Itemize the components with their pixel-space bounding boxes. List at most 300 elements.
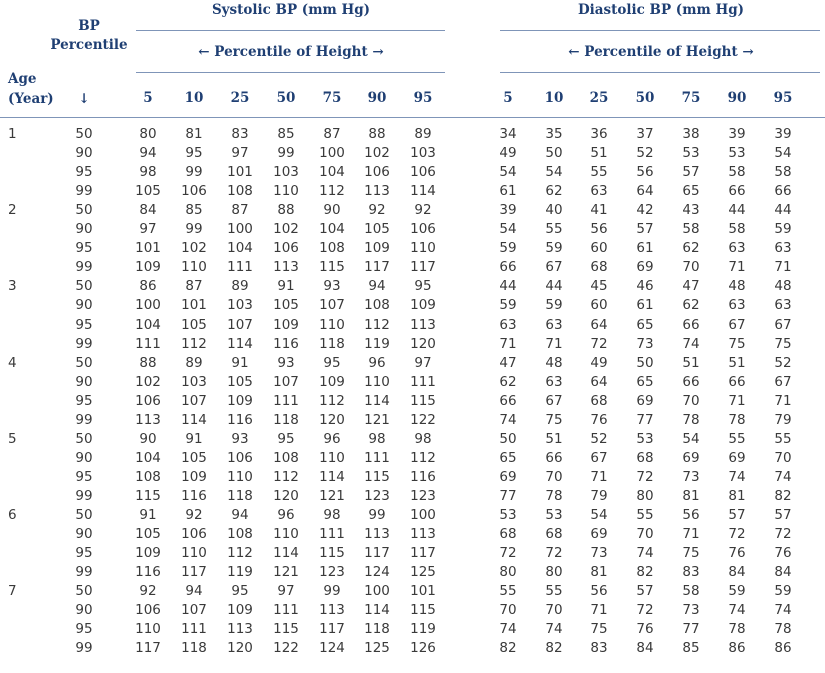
systolic-cell: 126 <box>410 640 436 657</box>
systolic-cell: 110 <box>273 526 299 543</box>
systolic-cell: 100 <box>227 221 253 238</box>
diastolic-cell: 72 <box>545 545 563 562</box>
systolic-cell: 98 <box>139 164 157 181</box>
diastolic-cell: 47 <box>682 278 700 295</box>
systolic-cell: 103 <box>273 164 299 181</box>
systolic-cell: 110 <box>181 259 207 276</box>
systolic-cell: 91 <box>139 507 157 523</box>
bp-percentile-cell: 99 <box>75 183 93 200</box>
diastolic-cell: 71 <box>499 335 517 352</box>
diastolic-cell: 71 <box>728 392 746 409</box>
diastolic-cell: 72 <box>499 545 517 562</box>
diastolic-cell: 44 <box>545 278 563 295</box>
systolic-cell: 115 <box>410 602 436 619</box>
systolic-cell: 107 <box>227 316 253 333</box>
diastolic-cell: 54 <box>499 164 517 181</box>
diastolic-cell: 69 <box>499 468 517 485</box>
bp-percentile-cell: 95 <box>75 316 93 333</box>
diastolic-cell: 65 <box>682 183 700 200</box>
diastolic-cell: 49 <box>499 145 517 162</box>
systolic-cell: 122 <box>410 411 436 428</box>
systolic-cell: 114 <box>364 602 390 619</box>
systolic-cell: 116 <box>181 487 207 504</box>
diastolic-cell: 74 <box>728 468 746 485</box>
systolic-cell: 116 <box>273 335 299 352</box>
systolic-cell: 98 <box>414 430 432 447</box>
systolic-cell: 103 <box>410 145 436 162</box>
bp-percentile-cell: 95 <box>75 164 93 181</box>
diastolic-cell: 52 <box>590 430 608 447</box>
systolic-cell: 95 <box>414 278 432 295</box>
systolic-cell: 102 <box>273 221 299 238</box>
diastolic-cell: 61 <box>499 183 517 200</box>
diastolic-cell: 63 <box>774 297 792 314</box>
diastolic-cell: 82 <box>545 640 563 657</box>
systolic-cell: 120 <box>273 487 299 504</box>
diastolic-cell: 69 <box>590 526 608 543</box>
systolic-cell: 106 <box>135 392 161 409</box>
age-cell: 6 <box>8 507 17 523</box>
diastolic-cell: 57 <box>774 507 792 523</box>
bp-percentile-cell: 90 <box>75 602 93 619</box>
systolic-cell: 97 <box>277 583 295 600</box>
systolic-cell: 95 <box>185 145 203 162</box>
systolic-cell: 117 <box>181 564 207 581</box>
diastolic-cell: 48 <box>774 278 792 295</box>
systolic-cell: 111 <box>273 602 299 619</box>
systolic-cell: 108 <box>227 183 253 200</box>
systolic-cell: 109 <box>227 392 253 409</box>
diastolic-cell: 39 <box>774 126 792 142</box>
diastolic-cell: 55 <box>774 430 792 447</box>
diastolic-cell: 66 <box>728 373 746 390</box>
age-cell: 3 <box>8 278 17 295</box>
diastolic-cell: 73 <box>682 468 700 485</box>
systolic-cell: 85 <box>277 126 295 142</box>
systolic-cell: 125 <box>410 564 436 581</box>
diastolic-cell: 50 <box>545 145 563 162</box>
systolic-cell: 106 <box>273 240 299 257</box>
systolic-cell: 105 <box>135 526 161 543</box>
diastolic-cell: 58 <box>682 583 700 600</box>
diastolic-cell: 51 <box>728 354 746 371</box>
systolic-cell: 122 <box>273 640 299 657</box>
systolic-cell: 104 <box>227 240 253 257</box>
diastolic-cell: 68 <box>590 392 608 409</box>
systolic-cell: 105 <box>273 297 299 314</box>
diastolic-cell: 82 <box>774 487 792 504</box>
diastolic-cell: 66 <box>499 259 517 276</box>
diastolic-cell: 66 <box>682 316 700 333</box>
diastolic-cell: 70 <box>545 602 563 619</box>
diastolic-cell: 56 <box>590 221 608 238</box>
systolic-cell: 115 <box>410 392 436 409</box>
systolic-cell: 101 <box>135 240 161 257</box>
diastolic-cell: 54 <box>499 221 517 238</box>
sys-height-pct-10: 10 <box>184 90 204 106</box>
systolic-cell: 104 <box>135 316 161 333</box>
diastolic-cell: 63 <box>728 240 746 257</box>
dia-height-pct-10: 10 <box>544 90 564 106</box>
systolic-cell: 108 <box>135 468 161 485</box>
systolic-cell: 114 <box>227 335 253 352</box>
diastolic-cell: 52 <box>774 354 792 371</box>
diastolic-cell: 40 <box>545 202 563 219</box>
diastolic-cell: 53 <box>636 430 654 447</box>
systolic-cell: 124 <box>364 564 390 581</box>
sys-height-pct-5: 5 <box>143 90 153 106</box>
systolic-cell: 108 <box>273 449 299 466</box>
systolic-cell: 90 <box>139 430 157 447</box>
diastolic-cell: 69 <box>682 449 700 466</box>
systolic-cell: 111 <box>364 449 390 466</box>
diastolic-cell: 55 <box>545 583 563 600</box>
systolic-cell: 99 <box>277 145 295 162</box>
diastolic-cell: 73 <box>682 602 700 619</box>
dia-height-pct-95: 95 <box>773 90 793 106</box>
bp-percentile-cell: 99 <box>75 411 93 428</box>
systolic-cell: 106 <box>227 449 253 466</box>
diastolic-cell: 51 <box>590 145 608 162</box>
diastolic-cell: 80 <box>545 564 563 581</box>
diastolic-cell: 74 <box>499 621 517 638</box>
systolic-cell: 110 <box>135 621 161 638</box>
systolic-cell: 102 <box>135 373 161 390</box>
bp-percentile-cell: 99 <box>75 487 93 504</box>
systolic-cell: 91 <box>231 354 249 371</box>
diastolic-cell: 53 <box>728 145 746 162</box>
diastolic-cell: 55 <box>545 221 563 238</box>
bp-percentile-header-line1: BP <box>78 18 100 34</box>
diastolic-cell: 56 <box>682 507 700 523</box>
systolic-cell: 113 <box>135 411 161 428</box>
systolic-cell: 119 <box>410 621 436 638</box>
systolic-cell: 110 <box>273 183 299 200</box>
diastolic-cell: 78 <box>728 621 746 638</box>
systolic-cell: 109 <box>364 240 390 257</box>
diastolic-cell: 77 <box>682 621 700 638</box>
diastolic-cell: 51 <box>682 354 700 371</box>
diastolic-cell: 78 <box>774 621 792 638</box>
systolic-cell: 114 <box>181 411 207 428</box>
systolic-cell: 97 <box>231 145 249 162</box>
systolic-cell: 110 <box>364 373 390 390</box>
diastolic-cell: 70 <box>545 468 563 485</box>
systolic-cell: 113 <box>410 316 436 333</box>
systolic-cell: 107 <box>319 297 345 314</box>
diastolic-cell: 53 <box>682 145 700 162</box>
systolic-cell: 105 <box>364 221 390 238</box>
diastolic-cell: 72 <box>636 468 654 485</box>
systolic-cell: 94 <box>185 583 203 600</box>
bp-percentile-cell: 90 <box>75 449 93 466</box>
systolic-cell: 92 <box>414 202 432 219</box>
systolic-cell: 95 <box>323 354 341 371</box>
systolic-cell: 89 <box>414 126 432 142</box>
diastolic-cell: 59 <box>499 297 517 314</box>
diastolic-cell: 84 <box>728 564 746 581</box>
systolic-cell: 95 <box>231 583 249 600</box>
dia-height-pct-75: 75 <box>681 90 701 106</box>
diastolic-cell: 63 <box>545 316 563 333</box>
diastolic-cell: 58 <box>728 164 746 181</box>
systolic-cell: 112 <box>319 392 345 409</box>
diastolic-cell: 53 <box>545 507 563 523</box>
diastolic-cell: 58 <box>728 221 746 238</box>
diastolic-cell: 55 <box>728 430 746 447</box>
systolic-cell: 111 <box>135 335 161 352</box>
diastolic-cell: 67 <box>590 449 608 466</box>
systolic-cell: 118 <box>181 640 207 657</box>
diastolic-cell: 44 <box>499 278 517 295</box>
systolic-cell: 120 <box>410 335 436 352</box>
diastolic-cell: 73 <box>636 335 654 352</box>
systolic-cell: 85 <box>185 202 203 219</box>
systolic-cell: 99 <box>185 221 203 238</box>
diastolic-cell: 76 <box>636 621 654 638</box>
diastolic-cell: 63 <box>499 316 517 333</box>
diastolic-cell: 80 <box>636 487 654 504</box>
diastolic-cell: 55 <box>590 164 608 181</box>
systolic-cell: 103 <box>227 297 253 314</box>
age-cell: 2 <box>8 202 17 219</box>
systolic-cell: 99 <box>368 507 386 523</box>
systolic-cell: 108 <box>319 240 345 257</box>
diastolic-cell: 74 <box>728 602 746 619</box>
systolic-cell: 125 <box>364 640 390 657</box>
diastolic-cell: 70 <box>682 392 700 409</box>
diastolic-cell: 71 <box>590 602 608 619</box>
systolic-cell: 114 <box>319 468 345 485</box>
bp-percentile-cell: 99 <box>75 564 93 581</box>
systolic-cell: 111 <box>410 373 436 390</box>
dia-height-pct-5: 5 <box>503 90 513 106</box>
diastolic-cell: 61 <box>636 240 654 257</box>
systolic-cell: 120 <box>319 411 345 428</box>
bp-percentile-cell: 95 <box>75 545 93 562</box>
systolic-cell: 124 <box>319 640 345 657</box>
systolic-cell: 114 <box>410 183 436 200</box>
bp-percentile-cell: 99 <box>75 335 93 352</box>
systolic-cell: 100 <box>364 583 390 600</box>
diastolic-cell: 39 <box>499 202 517 219</box>
bp-percentile-cell: 95 <box>75 468 93 485</box>
age-cell: 5 <box>8 430 17 447</box>
bp-percentile-cell: 95 <box>75 240 93 257</box>
diastolic-cell: 49 <box>590 354 608 371</box>
systolic-cell: 111 <box>227 259 253 276</box>
diastolic-cell: 76 <box>774 545 792 562</box>
systolic-cell: 107 <box>181 392 207 409</box>
diastolic-cell: 72 <box>774 526 792 543</box>
age-cell: 1 <box>8 126 17 142</box>
systolic-cell: 110 <box>181 545 207 562</box>
diastolic-cell: 47 <box>499 354 517 371</box>
diastolic-cell: 72 <box>728 526 746 543</box>
diastolic-cell: 63 <box>728 297 746 314</box>
diastolic-cell: 79 <box>590 487 608 504</box>
systolic-cell: 98 <box>368 430 386 447</box>
diastolic-cell: 86 <box>728 640 746 657</box>
systolic-cell: 106 <box>181 183 207 200</box>
systolic-cell: 101 <box>410 583 436 600</box>
diastolic-cell: 54 <box>545 164 563 181</box>
systolic-cell: 107 <box>181 602 207 619</box>
diastolic-cell: 77 <box>499 487 517 504</box>
systolic-cell: 106 <box>135 602 161 619</box>
diastolic-cell: 82 <box>636 564 654 581</box>
systolic-cell: 112 <box>364 316 390 333</box>
systolic-cell: 106 <box>181 526 207 543</box>
diastolic-cell: 46 <box>636 278 654 295</box>
systolic-cell: 116 <box>227 411 253 428</box>
bp-percentile-cell: 90 <box>75 221 93 238</box>
diastolic-cell: 57 <box>682 164 700 181</box>
diastolic-cell: 71 <box>774 392 792 409</box>
diastolic-cell: 67 <box>728 316 746 333</box>
diastolic-cell: 67 <box>545 392 563 409</box>
diastolic-cell: 59 <box>728 583 746 600</box>
systolic-cell: 115 <box>273 621 299 638</box>
systolic-cell: 92 <box>139 583 157 600</box>
diastolic-cell: 69 <box>636 259 654 276</box>
diastolic-cell: 72 <box>590 335 608 352</box>
systolic-cell: 121 <box>319 487 345 504</box>
diastolic-cell: 63 <box>590 183 608 200</box>
diastolic-cell: 48 <box>545 354 563 371</box>
diastolic-cell: 51 <box>545 430 563 447</box>
bp-percentile-cell: 95 <box>75 392 93 409</box>
systolic-cell: 117 <box>410 545 436 562</box>
systolic-cell: 112 <box>181 335 207 352</box>
diastolic-cell: 68 <box>636 449 654 466</box>
diastolic-cell: 59 <box>774 583 792 600</box>
systolic-cell: 110 <box>319 449 345 466</box>
systolic-cell: 120 <box>227 640 253 657</box>
systolic-cell: 92 <box>368 202 386 219</box>
systolic-cell: 105 <box>181 449 207 466</box>
age-header-line1: Age <box>8 71 37 87</box>
diastolic-height-label: ← Percentile of Height → <box>568 44 754 60</box>
systolic-cell: 111 <box>273 392 299 409</box>
diastolic-cell: 60 <box>590 240 608 257</box>
systolic-cell: 94 <box>231 507 249 523</box>
systolic-cell: 93 <box>323 278 341 295</box>
diastolic-cell: 38 <box>682 126 700 142</box>
systolic-cell: 99 <box>323 583 341 600</box>
dia-height-pct-90: 90 <box>727 90 747 106</box>
diastolic-cell: 66 <box>774 183 792 200</box>
bp-percentile-header-line2: Percentile <box>50 37 128 53</box>
systolic-cell: 109 <box>135 259 161 276</box>
systolic-cell: 93 <box>277 354 295 371</box>
systolic-cell: 101 <box>181 297 207 314</box>
systolic-cell: 94 <box>139 145 157 162</box>
systolic-cell: 83 <box>231 126 249 142</box>
diastolic-cell: 75 <box>728 335 746 352</box>
diastolic-cell: 62 <box>545 183 563 200</box>
systolic-cell: 105 <box>181 316 207 333</box>
systolic-cell: 95 <box>277 430 295 447</box>
diastolic-cell: 82 <box>499 640 517 657</box>
systolic-cell: 109 <box>135 545 161 562</box>
systolic-cell: 100 <box>410 507 436 523</box>
systolic-cell: 110 <box>227 468 253 485</box>
bp-percentile-cell: 95 <box>75 621 93 638</box>
systolic-cell: 111 <box>181 621 207 638</box>
diastolic-cell: 35 <box>545 126 563 142</box>
systolic-cell: 113 <box>319 602 345 619</box>
systolic-cell: 109 <box>181 468 207 485</box>
systolic-cell: 87 <box>185 278 203 295</box>
systolic-cell: 99 <box>185 164 203 181</box>
diastolic-cell: 50 <box>636 354 654 371</box>
diastolic-cell: 74 <box>774 602 792 619</box>
age-cell: 7 <box>8 583 17 600</box>
systolic-cell: 86 <box>139 278 157 295</box>
systolic-cell: 105 <box>227 373 253 390</box>
diastolic-cell: 65 <box>636 316 654 333</box>
diastolic-cell: 66 <box>728 183 746 200</box>
systolic-cell: 113 <box>410 526 436 543</box>
diastolic-cell: 74 <box>636 545 654 562</box>
diastolic-cell: 68 <box>499 526 517 543</box>
diastolic-cell: 75 <box>774 335 792 352</box>
diastolic-cell: 66 <box>682 373 700 390</box>
systolic-cell: 84 <box>139 202 157 219</box>
diastolic-cell: 65 <box>636 373 654 390</box>
systolic-cell: 112 <box>227 545 253 562</box>
dia-height-pct-50: 50 <box>635 90 655 106</box>
systolic-cell: 115 <box>364 468 390 485</box>
diastolic-cell: 66 <box>499 392 517 409</box>
systolic-cell: 106 <box>410 221 436 238</box>
diastolic-cell: 68 <box>545 526 563 543</box>
systolic-cell: 121 <box>364 411 390 428</box>
systolic-cell: 80 <box>139 126 157 142</box>
systolic-cell: 113 <box>273 259 299 276</box>
diastolic-cell: 65 <box>499 449 517 466</box>
systolic-cell: 112 <box>319 183 345 200</box>
diastolic-cell: 64 <box>636 183 654 200</box>
systolic-cell: 104 <box>135 449 161 466</box>
systolic-cell: 110 <box>319 316 345 333</box>
systolic-cell: 108 <box>227 526 253 543</box>
diastolic-cell: 70 <box>682 259 700 276</box>
diastolic-cell: 54 <box>774 145 792 162</box>
systolic-cell: 119 <box>227 564 253 581</box>
diastolic-cell: 70 <box>636 526 654 543</box>
down-arrow-icon: ↓ <box>78 91 90 107</box>
dia-height-pct-25: 25 <box>589 90 609 106</box>
systolic-cell: 118 <box>319 335 345 352</box>
systolic-cell: 96 <box>323 430 341 447</box>
diastolic-cell: 74 <box>545 621 563 638</box>
diastolic-cell: 53 <box>499 507 517 523</box>
systolic-cell: 87 <box>231 202 249 219</box>
systolic-cell: 113 <box>364 526 390 543</box>
diastolic-cell: 81 <box>728 487 746 504</box>
systolic-cell: 102 <box>364 145 390 162</box>
diastolic-cell: 70 <box>774 449 792 466</box>
systolic-cell: 112 <box>410 449 436 466</box>
systolic-cell: 113 <box>227 621 253 638</box>
systolic-cell: 109 <box>273 316 299 333</box>
systolic-cell: 96 <box>368 354 386 371</box>
diastolic-cell: 42 <box>636 202 654 219</box>
systolic-cell: 96 <box>277 507 295 523</box>
bp-percentile-cell: 99 <box>75 640 93 657</box>
